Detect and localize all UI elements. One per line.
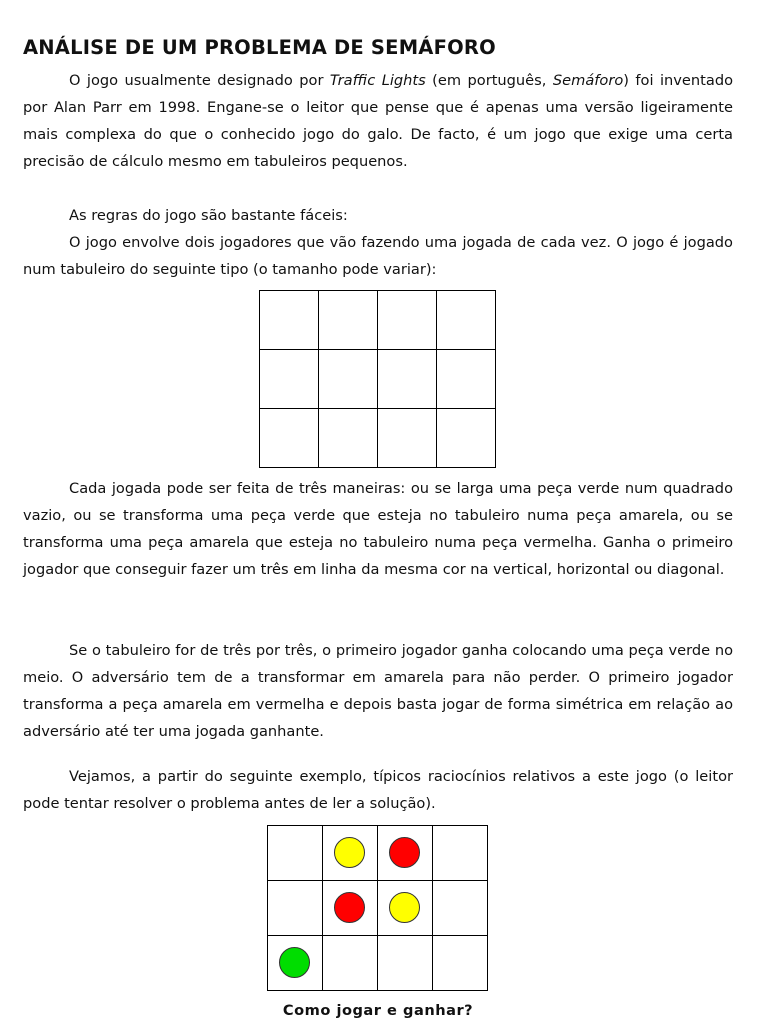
example-board-grid [267, 825, 488, 991]
intro-emphasis-traffic-lights: Traffic Lights [329, 72, 426, 89]
board-cell [437, 291, 496, 350]
board-cell [323, 826, 378, 881]
board-cell [378, 881, 433, 936]
rules-board-text: O jogo envolve dois jogadores que vão fazendo uma jogada de cada vez. O jogo é jogado num tabuleiro do seguinte tipo (o tamanho pode variar): [23, 234, 733, 278]
board-cell [268, 881, 323, 936]
empty-board-grid [259, 290, 496, 468]
board-cell [268, 826, 323, 881]
red-piece [389, 837, 420, 868]
board-row [268, 936, 488, 991]
board-cell [437, 350, 496, 409]
board-cell [378, 291, 437, 350]
example-intro-paragraph [23, 763, 733, 817]
yellow-piece [389, 892, 420, 923]
board-cell [323, 936, 378, 991]
intro-text-3: ) foi inventado por Alan Parr em 1998. Engane-se o leitor que pense que é apenas uma versão ligeiramente mais complexa do que o conhecido jogo do galo. De facto, é um jogo que exige uma certa precisão de cálculo mesmo em tabuleiros pequenos. [23, 72, 734, 170]
board-cell [260, 291, 319, 350]
board-cell [378, 409, 437, 468]
red-piece [334, 892, 365, 923]
board-row [260, 409, 496, 468]
board-cell [319, 409, 378, 468]
three-by-three-paragraph [23, 637, 733, 745]
board-cell [378, 350, 437, 409]
board-cell [323, 881, 378, 936]
rules-intro-paragraph [23, 202, 733, 229]
intro-text-2: (em português, [425, 72, 553, 89]
board-cell [437, 409, 496, 468]
board-row [260, 291, 496, 350]
yellow-piece [334, 837, 365, 868]
rules-board-paragraph [23, 229, 733, 283]
moves-paragraph [23, 475, 733, 583]
board-cell [260, 350, 319, 409]
example-intro-text: Vejamos, a partir do seguinte exemplo, típicos raciocínios relativos a este jogo (o leitor pode tentar resolver o problema antes de ler a solução). [23, 768, 733, 812]
board-cell [319, 350, 378, 409]
intro-text-1: O jogo usualmente designado por [69, 72, 330, 89]
board-cell [378, 826, 433, 881]
board-cell [433, 826, 488, 881]
board-cell [319, 291, 378, 350]
board-row [268, 881, 488, 936]
figure-caption: Como jogar e ganhar? [282, 1002, 474, 1019]
three-by-three-text: Se o tabuleiro for de três por três, o primeiro jogador ganha colocando uma peça verde no meio. O adversário tem de a transformar em amarela para não perder. O primeiro jogador transforma a peça amarela em vermelha e depois basta jogar de forma simétrica em relação ao adversário até ter uma jogada ganhante. [23, 642, 733, 740]
page-title: ANÁLISE DE UM PROBLEMA DE SEMÁFORO [23, 36, 496, 59]
document-page [23, 34, 734, 1019]
intro-paragraph [23, 67, 733, 175]
board-cell [378, 936, 433, 991]
board-cell [260, 409, 319, 468]
moves-text: Cada jogada pode ser feita de três maneiras: ou se larga uma peça verde num quadrado vazio, ou se transforma uma peça verde que esteja no tabuleiro numa peça amarela, ou se transforma uma peça amarela que esteja no tabuleiro numa peça vermelha. Ganha o primeiro jogador que conseguir fazer um três em linha da mesma cor na vertical, horizontal ou diagonal. [23, 480, 733, 578]
intro-emphasis-semaforo: Semáforo [552, 72, 624, 89]
board-cell [433, 881, 488, 936]
board-row [268, 826, 488, 881]
board-cell [433, 936, 488, 991]
board-row [260, 350, 496, 409]
green-piece [279, 947, 310, 978]
rules-intro-text: As regras do jogo são bastante fáceis: [69, 207, 348, 224]
board-cell [268, 936, 323, 991]
